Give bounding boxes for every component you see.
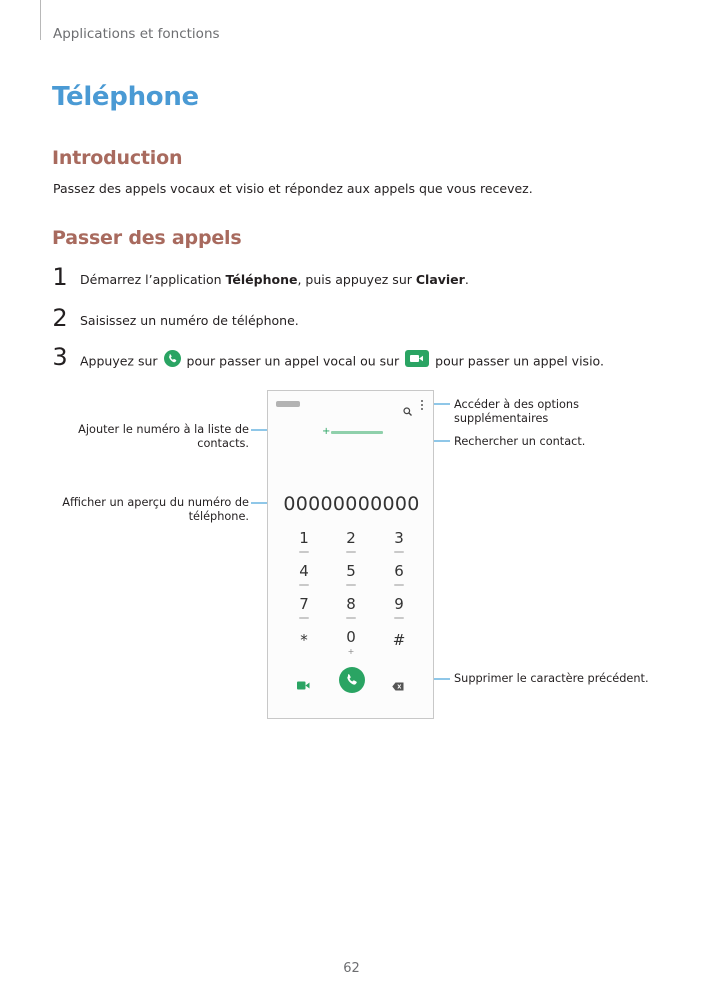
backspace-icon[interactable] bbox=[392, 676, 404, 695]
callout-search: Rechercher un contact. bbox=[454, 435, 586, 448]
page-header: Applications et fonctions bbox=[53, 26, 220, 42]
key-0-plus: + bbox=[347, 647, 355, 656]
page-number: 62 bbox=[343, 961, 360, 976]
callout-preview: Afficher un aperçu du numéro de téléphone. bbox=[62, 496, 249, 523]
step-1-mid: , puis appuyez sur bbox=[297, 272, 416, 287]
more-options-icon[interactable] bbox=[421, 400, 424, 412]
search-icon[interactable] bbox=[403, 401, 412, 420]
key-star[interactable] bbox=[284, 631, 324, 649]
step-1-pre: Démarrez l’application bbox=[80, 272, 226, 287]
key-1[interactable] bbox=[284, 529, 324, 553]
step-1-keypad: Clavier bbox=[415, 272, 465, 287]
phone-icon bbox=[339, 667, 365, 693]
section-heading-introduction: Introduction bbox=[52, 147, 183, 169]
key-hash-symbol: # bbox=[392, 631, 406, 649]
key-6[interactable] bbox=[379, 562, 419, 586]
key-2[interactable] bbox=[331, 529, 371, 553]
key-4-digit: 4 bbox=[299, 562, 309, 580]
section-heading-calls: Passer des appels bbox=[52, 227, 242, 249]
phone-app-title bbox=[276, 401, 300, 407]
key-5-digit: 5 bbox=[346, 562, 356, 580]
intro-text: Passez des appels vocaux et visio et répondez aux appels que vous recevez. bbox=[53, 181, 533, 196]
step-number-1: 1 bbox=[52, 263, 68, 291]
call-button[interactable] bbox=[339, 667, 365, 693]
callout-add-contact: Ajouter le numéro à la liste de contacts. bbox=[78, 423, 249, 450]
step-number-2: 2 bbox=[52, 304, 68, 332]
callout-delete: Supprimer le caractère précédent. bbox=[454, 672, 649, 685]
callout-options: Accéder à des options supplémentaires bbox=[454, 398, 579, 425]
page-title: Téléphone bbox=[52, 82, 199, 112]
step-3-post: pour passer un appel visio. bbox=[435, 353, 604, 369]
key-7-digit: 7 bbox=[299, 595, 309, 613]
step-3-mid: pour passer un appel vocal ou sur bbox=[186, 353, 400, 369]
step-number-3: 3 bbox=[52, 343, 68, 371]
step-3-pre: Appuyez sur bbox=[80, 353, 158, 369]
key-0-digit: 0 bbox=[346, 628, 356, 646]
add-contact-plus-icon[interactable]: + bbox=[322, 426, 331, 437]
dialed-number: 00000000000 bbox=[283, 493, 420, 515]
key-6-digit: 6 bbox=[394, 562, 404, 580]
key-3-digit: 3 bbox=[394, 529, 404, 547]
key-star-symbol: * bbox=[300, 631, 308, 649]
key-9[interactable] bbox=[379, 595, 419, 619]
key-5[interactable] bbox=[331, 562, 371, 586]
step-1-app-name: Téléphone bbox=[225, 272, 298, 287]
key-0[interactable] bbox=[331, 628, 371, 656]
key-9-digit: 9 bbox=[394, 595, 404, 613]
key-1-digit: 1 bbox=[299, 529, 309, 547]
key-hash[interactable] bbox=[379, 631, 419, 649]
video-call-button-icon[interactable] bbox=[297, 675, 310, 694]
step-1-post: . bbox=[464, 272, 469, 287]
phone-screen bbox=[267, 390, 434, 719]
key-3[interactable] bbox=[379, 529, 419, 553]
key-8[interactable] bbox=[331, 595, 371, 619]
key-8-digit: 8 bbox=[346, 595, 356, 613]
add-contact-link[interactable] bbox=[331, 431, 383, 434]
key-4[interactable] bbox=[284, 562, 324, 586]
key-2-digit: 2 bbox=[346, 529, 356, 547]
key-7[interactable] bbox=[284, 595, 324, 619]
step-2-text: Saisissez un numéro de téléphone. bbox=[80, 313, 299, 328]
